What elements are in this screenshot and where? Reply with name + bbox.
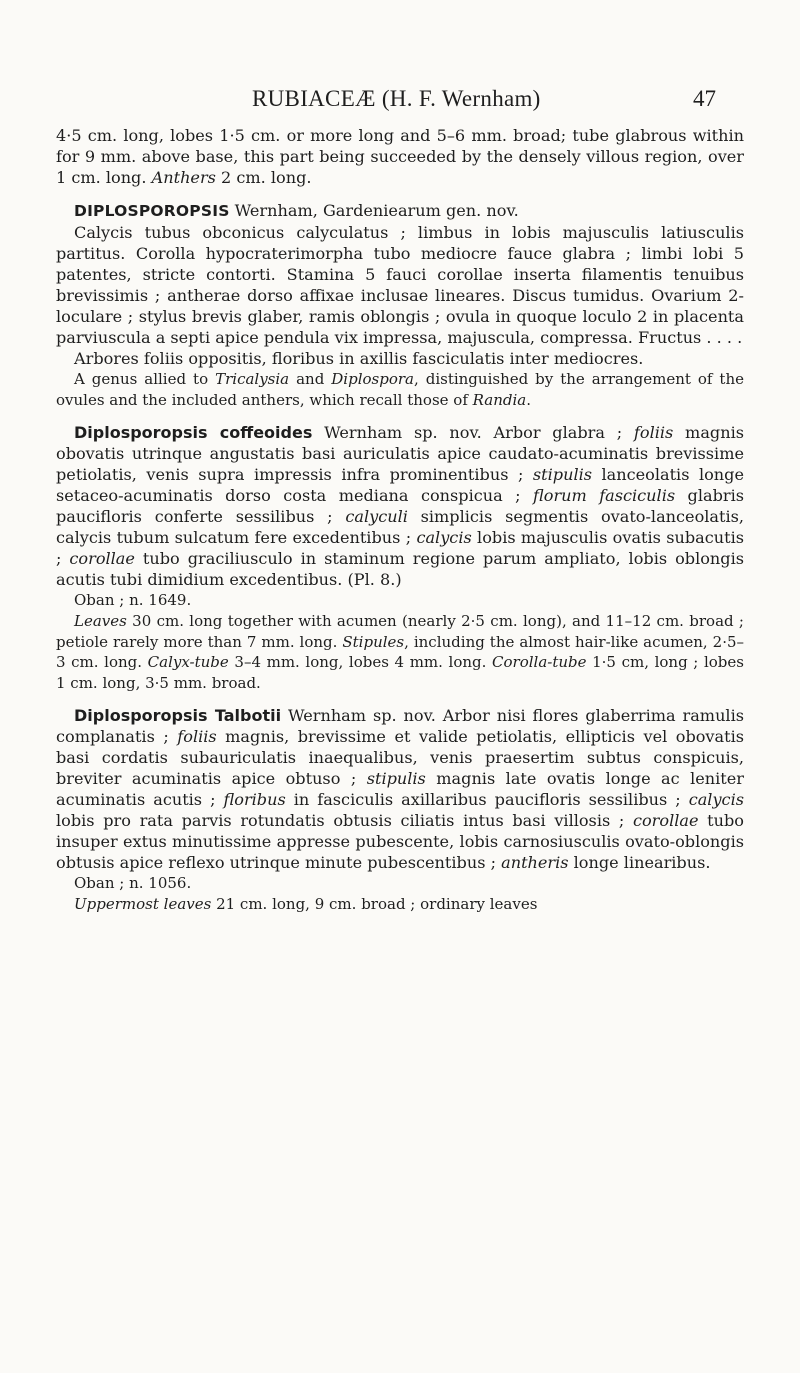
species-talbotii-locality: Oban ; n. 1056. <box>74 874 192 892</box>
sp1-e-leaves-text: 30 cm. long together with acumen (nearly 2·5 cm. long), and 11–12 cm. broad ; petiole rarely more than 7 mm. long. <box>56 612 744 651</box>
species-talbotii-authority: Wernham sp. nov. Arbor nisi flores glaberrima ramulis complanatis ; <box>56 706 744 746</box>
intro-text: 4·5 cm. long, lobes 1·5 cm. or more long and 5–6 mm. broad; tube glabrous within for 9 mm. above base, this part being succeeded by the densely villous region, over 1 cm. long. <box>56 126 744 187</box>
anthers-label: Anthers <box>151 168 216 187</box>
running-head <box>0 86 800 116</box>
sp1-label-calycis: calycis <box>416 528 472 547</box>
genus-note-randia: Randia <box>472 390 527 409</box>
sp2-text-corollae: tubo insuper extus minutissime appresse pubescente, lobis carnosiusculis ovato-oblongis obtusis apice reflexo utrinque minute pubescentibus ; <box>56 811 744 872</box>
genus-latin-description: Calycis tubus obconicus calyculatus ; limbus in lobis majusculis latiusculis partitus. Corolla hypocraterimorpha tubo mediocre fauce glabra ; limbi lobi 5 patentes, stricte contorti. Stamina 5 fauci corollae inserta filamentis tenuibus brevissimis ; antherae dorso affixae inclusae lineares. Discus tumidus. Ovarium 2-loculare ; stylus brevis glaber, ramis oblongis ; ovula in quoque loculo 2 in placenta parviuscula a septi apice pendula vix impressa, majuscula, compressa. Fructus . . . . <box>56 223 744 347</box>
genus-name: DIPLOSPOROPSIS <box>74 202 230 220</box>
running-head-title: RUBIACEÆ (H. F. Wernham) <box>252 86 541 111</box>
body-text <box>56 125 744 915</box>
genus-note <box>56 369 744 410</box>
sp1-label-stipulis: stipulis <box>532 465 593 484</box>
genus-note-diplospora: Diplospora <box>331 370 414 388</box>
sp1-e-corolla-text: 1·5 cm, long ; lobes 1 cm. long, 3·5 mm. broad. <box>56 653 744 692</box>
sp2-e-uppermost-text: 21 cm. long, 9 cm. broad ; ordinary leaves <box>211 895 538 913</box>
species-coffeoides <box>56 422 744 590</box>
genus-diagnosis <box>56 200 744 222</box>
sp2-text-calycis: lobis pro rata parvis rotundatis obtusis ciliatis intus basi villosis ; <box>56 811 633 830</box>
sp2-label-stipulis: stipulis <box>366 769 426 788</box>
genus-note-d: . <box>526 390 532 409</box>
sp1-label-foliis: foliis <box>633 423 674 442</box>
sp2-label-calycis: calycis <box>688 790 744 809</box>
species-talbotii-english <box>56 894 744 915</box>
sp1-e-stipules-text: , including the almost hair-like acumen, 2·5–3 cm. long. <box>56 632 745 671</box>
sp1-e-calyx: Calyx-tube <box>147 653 229 671</box>
species-coffeoides-name: Diplosporopsis coffeoides <box>74 423 313 442</box>
sp1-label-corollae: corollae <box>69 549 135 568</box>
sp1-label-florum: florum fasciculis <box>533 486 676 505</box>
species-coffeoides-authority: Wernham sp. nov. Arbor glabra ; <box>312 423 634 442</box>
sp1-e-calyx-text: 3–4 mm. long, lobes 4 mm. long. <box>228 653 493 671</box>
page-number: 47 <box>693 86 716 111</box>
sp1-label-calyculi: calyculi <box>345 507 408 526</box>
sp1-text-florum: glabris paucifloris conferte sessilibus ; <box>56 486 744 526</box>
sp1-text-corollae: tubo graciliusculo in staminum regione parum ampliato, lobis oblongis acutis tubi dimidium excedentibus. (Pl. 8.) <box>56 549 744 589</box>
genus-habit: Arbores foliis oppositis, floribus in axillis fasciculatis inter mediocres. <box>74 349 644 368</box>
species-coffeoides-english <box>56 611 744 693</box>
sp1-text-foliis: magnis obovatis utrinque angustatis basi auriculatis apice caudato-acuminatis brevissime petiolatis, venis supra impressis infra prominentibus ; <box>56 423 744 484</box>
sp2-label-foliis: foliis <box>177 727 217 746</box>
sp1-e-leaves: Leaves <box>74 612 127 630</box>
genus-note-a: A genus allied to <box>74 370 216 388</box>
sp1-text-calyculi: simplicis segmentis ovato-lanceolatis, calycis tubum sulcatum fere excedentibus ; <box>56 507 744 547</box>
sp2-text-stipulis: magnis late ovatis longe ac leniter acuminatis acutis ; <box>56 769 744 809</box>
sp2-label-antheris: antheris <box>501 853 569 872</box>
species-talbotii <box>56 705 744 873</box>
intro-paragraph <box>56 125 744 188</box>
sp2-e-uppermost: Uppermost leaves <box>74 895 212 913</box>
sp2-text-floribus: in fasciculis axillaribus paucifloris sessilibus ; <box>285 790 689 809</box>
anthers-text: 2 cm. long. <box>215 168 312 187</box>
sp2-label-floribus: floribus <box>223 790 286 809</box>
genus-note-b: and <box>289 370 332 388</box>
sp1-text-stipulis: lanceolatis longe setaceo-acuminatis dorso costa mediana conspicua ; <box>56 465 744 505</box>
sp2-label-corollae: corollae <box>632 811 699 830</box>
sp1-text-calycis: lobis majusculis ovatis subacutis ; <box>56 528 745 568</box>
species-talbotii-name: Diplosporopsis Talbotii <box>74 706 282 725</box>
sp1-e-corolla: Corolla-tube <box>492 653 587 671</box>
genus-authority: Wernham, Gardeniearum gen. nov. <box>229 201 519 220</box>
genus-note-c: , distinguished by the arrangement of the ovules and the included anthers, which recall those of <box>56 370 744 409</box>
species-coffeoides-locality: Oban ; n. 1649. <box>74 591 192 609</box>
genus-note-tricalysia: Tricalysia <box>215 370 290 388</box>
sp1-e-stipules: Stipules <box>342 632 405 651</box>
sp2-text-foliis: magnis, brevissime et valide petiolatis, ellipticis vel obovatis basi cordatis subauriculatis inaequalibus, venis praesertim subtus conspicuis, breviter acuminatis apice obtuso ; <box>56 727 744 788</box>
sp2-text-antheris: longe linearibus. <box>568 853 711 872</box>
